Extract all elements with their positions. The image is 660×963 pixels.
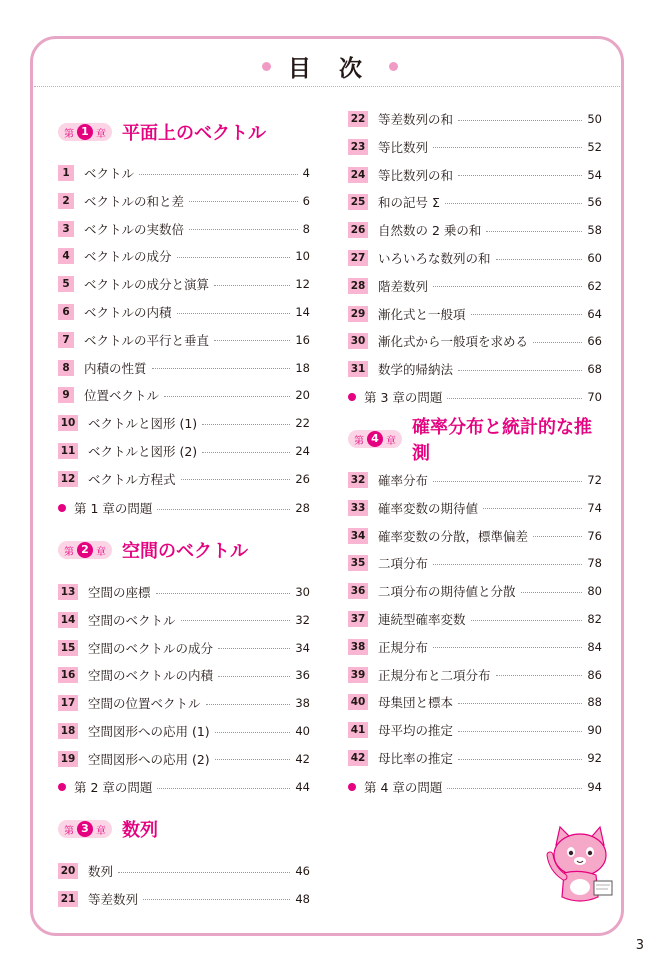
page-ref: 14 — [295, 305, 310, 319]
section-number-badge: 24 — [348, 167, 368, 183]
section-number-badge: 26 — [348, 222, 368, 238]
section-title: 正規分布と二項分布 — [378, 667, 491, 683]
section-title: ベクトルの内積 — [84, 305, 172, 320]
page-ref: 68 — [587, 362, 602, 377]
section-title: 内積の性質 — [84, 360, 147, 376]
section-number-badge: 40 — [348, 694, 368, 710]
leader-dots — [157, 509, 290, 510]
page-ref: 24 — [295, 444, 310, 458]
section-number-badge: 3 — [58, 221, 74, 237]
page-ref: 82 — [587, 612, 602, 626]
section-title: ベクトル方程式 — [88, 471, 176, 487]
section-number-badge: 7 — [58, 332, 74, 348]
section-title: 確率分布 — [378, 473, 429, 488]
page-ref: 86 — [587, 667, 602, 682]
leader-dots — [496, 675, 583, 676]
toc-entry[interactable] — [348, 582, 602, 600]
leader-dots — [156, 593, 291, 594]
section-number-badge: 22 — [348, 111, 368, 127]
toc-entry[interactable] — [58, 192, 310, 210]
page-number: 3 — [635, 938, 644, 953]
pink-cat-mascot-icon — [538, 825, 618, 907]
leader-dots — [483, 508, 582, 509]
page-ref: 4 — [302, 166, 310, 180]
page-ref: 8 — [302, 221, 310, 236]
leader-dots — [458, 175, 582, 176]
chapter-title: 空間のベクトル — [122, 541, 248, 562]
chapter-badge — [348, 430, 402, 448]
toc-entry[interactable] — [348, 471, 602, 489]
section-title: 等差数列の和 — [378, 112, 454, 127]
toc-entry[interactable] — [348, 638, 602, 656]
section-number-badge: 27 — [348, 250, 368, 266]
toc-entry[interactable] — [58, 247, 310, 265]
leader-dots — [445, 203, 582, 204]
page-ref: 52 — [587, 139, 602, 154]
page-ref: 6 — [302, 193, 310, 208]
section-number-badge: 14 — [58, 612, 78, 628]
section-number-badge: 2 — [58, 193, 74, 209]
leader-dots — [433, 481, 582, 482]
page-ref: 26 — [295, 471, 310, 486]
section-title: ベクトルの実数倍 — [84, 221, 185, 237]
page-ref: 32 — [295, 612, 310, 627]
toc-entry[interactable] — [58, 331, 310, 349]
page-ref: 56 — [587, 195, 602, 210]
toc-entry[interactable] — [348, 749, 602, 767]
chapter-number: 2 — [77, 542, 93, 558]
page-ref: 46 — [295, 864, 310, 878]
chapter-heading-3[interactable] — [58, 816, 158, 842]
section-title: 確率変数の分散，標準偏差 — [378, 528, 529, 544]
title-divider — [34, 86, 622, 87]
leader-dots — [433, 286, 582, 287]
page-ref: 78 — [587, 556, 602, 571]
toc-entry[interactable] — [348, 277, 602, 295]
toc-entry[interactable] — [348, 610, 602, 628]
section-title: 漸化式から一般項を求める — [378, 334, 529, 350]
bullet-dot-icon — [348, 393, 356, 401]
toc-entry[interactable] — [58, 275, 310, 293]
leader-dots — [433, 147, 582, 148]
toc-entry[interactable] — [348, 721, 602, 739]
leader-dots — [471, 314, 583, 315]
page-ref: 16 — [295, 332, 310, 347]
section-number-badge: 13 — [58, 584, 78, 600]
leader-dots — [447, 788, 582, 789]
leader-dots — [215, 732, 291, 733]
page-ref: 94 — [587, 780, 602, 794]
page-ref: 12 — [295, 277, 310, 292]
toc-entry[interactable] — [348, 332, 602, 350]
leader-dots — [215, 759, 291, 760]
page-title: 目 次 — [287, 56, 372, 82]
toc-entry[interactable] — [348, 221, 602, 239]
chapter-badge — [58, 541, 112, 559]
section-number-badge: 19 — [58, 751, 78, 767]
review-title: 第 4 章の問題 — [364, 780, 443, 795]
toc-entry[interactable] — [348, 554, 602, 572]
page-ref: 76 — [587, 528, 602, 543]
leader-dots — [218, 676, 290, 677]
section-number-badge: 15 — [58, 640, 78, 656]
section-number-badge: 5 — [58, 276, 74, 292]
review-title: 第 1 章の問題 — [74, 501, 153, 516]
leader-dots — [458, 759, 582, 760]
page-ref: 42 — [295, 751, 310, 766]
section-title: 漸化式と一般項 — [378, 306, 466, 322]
section-title: 空間の位置ベクトル — [88, 696, 201, 712]
page-ref: 88 — [587, 695, 602, 710]
section-title: 数列 — [88, 864, 114, 879]
leader-dots — [458, 703, 582, 704]
section-number-badge: 1 — [58, 165, 74, 181]
section-number-badge: 11 — [58, 443, 78, 459]
chapter-prefix: 第 — [64, 825, 74, 837]
leader-dots — [433, 564, 582, 565]
section-number-badge: 41 — [348, 722, 368, 738]
section-number-badge: 35 — [348, 555, 368, 571]
section-number-badge: 16 — [58, 667, 78, 683]
section-number-badge: 21 — [58, 891, 78, 907]
page-ref: 72 — [587, 473, 602, 487]
leader-dots — [202, 452, 290, 453]
toc-entry[interactable] — [348, 193, 602, 211]
section-title: 位置ベクトル — [84, 388, 160, 404]
page-ref: 48 — [295, 891, 310, 906]
section-title: 空間のベクトルの成分 — [88, 640, 214, 656]
page-ref: 20 — [295, 388, 310, 403]
toc-entry[interactable] — [58, 583, 310, 601]
chapter-suffix: 章 — [96, 546, 106, 558]
leader-dots — [533, 536, 582, 537]
toc-entry[interactable] — [58, 666, 310, 684]
chapter-prefix: 第 — [354, 435, 364, 447]
leader-dots — [206, 704, 291, 705]
toc-entry[interactable] — [58, 414, 310, 432]
leader-dots — [181, 620, 291, 621]
section-number-badge: 17 — [58, 695, 78, 711]
section-number-badge: 8 — [58, 360, 74, 376]
page-ref: 50 — [587, 112, 602, 126]
chapter-title: 数列 — [122, 820, 158, 841]
section-number-badge: 31 — [348, 361, 368, 377]
leader-dots — [214, 340, 290, 341]
section-number-badge: 33 — [348, 500, 368, 516]
chapter-heading-4[interactable] — [348, 417, 602, 464]
chapter-prefix: 第 — [64, 128, 74, 140]
toc-entry[interactable] — [348, 360, 602, 378]
toc-entry[interactable] — [58, 862, 310, 880]
section-number-badge: 6 — [58, 304, 74, 320]
toc-entry[interactable] — [348, 305, 602, 323]
section-title: ベクトル — [84, 166, 135, 181]
toc-entry[interactable] — [58, 694, 310, 712]
toc-entry[interactable] — [58, 303, 310, 321]
section-title: ベクトルの和と差 — [84, 193, 185, 209]
section-title: 確率変数の期待値 — [378, 500, 479, 516]
leader-dots — [139, 174, 298, 175]
section-title: 連続型確率変数 — [378, 612, 466, 627]
leader-dots — [118, 872, 290, 873]
leader-dots — [177, 257, 291, 258]
toc-entry[interactable] — [58, 722, 310, 740]
section-number-badge: 20 — [58, 863, 78, 879]
page-ref: 62 — [587, 278, 602, 293]
leader-dots — [458, 731, 582, 732]
review-title: 第 3 章の問題 — [364, 390, 443, 405]
leader-dots — [164, 396, 290, 397]
page-ref: 44 — [295, 780, 310, 794]
section-title: いろいろな数列の和 — [378, 251, 491, 266]
toc-entry[interactable] — [348, 527, 602, 545]
leader-dots — [202, 424, 290, 425]
leader-dots — [143, 899, 290, 900]
section-number-badge: 30 — [348, 333, 368, 349]
toc-entry[interactable] — [348, 249, 602, 267]
page-ref: 38 — [295, 696, 310, 711]
section-number-badge: 10 — [58, 415, 78, 431]
toc-entry[interactable] — [348, 499, 602, 517]
section-title: 等差数列 — [88, 891, 139, 907]
toc-entry[interactable] — [348, 166, 602, 184]
bullet-dot-icon — [58, 504, 66, 512]
toc-entry[interactable] — [58, 470, 310, 488]
toc-entry[interactable] — [58, 220, 310, 238]
page-ref: 36 — [295, 668, 310, 683]
section-number-badge: 42 — [348, 750, 368, 766]
leader-dots — [433, 647, 582, 648]
leader-dots — [521, 592, 583, 593]
section-title: 二項分布の期待値と分散 — [378, 584, 516, 600]
page-ref: 18 — [295, 360, 310, 375]
section-title: ベクトルの成分と演算 — [84, 277, 210, 293]
toc-entry[interactable] — [58, 611, 310, 629]
section-number-badge: 39 — [348, 667, 368, 683]
toc-entry[interactable] — [348, 110, 602, 128]
toc-entry[interactable] — [58, 386, 310, 404]
section-number-badge: 25 — [348, 194, 368, 210]
page-ref: 10 — [295, 249, 310, 264]
section-number-badge: 34 — [348, 528, 368, 544]
toc-entry[interactable] — [58, 164, 310, 182]
toc-entry[interactable] — [348, 693, 602, 711]
section-number-badge: 12 — [58, 471, 78, 487]
section-number-badge: 37 — [348, 611, 368, 627]
section-title: 母平均の推定 — [378, 723, 454, 739]
page-ref: 54 — [587, 167, 602, 182]
section-title: 和の記号 Σ — [378, 195, 440, 211]
chapter-number: 1 — [77, 124, 93, 140]
page-ref: 74 — [587, 500, 602, 515]
page-ref: 34 — [295, 640, 310, 655]
toc-title-bar — [0, 50, 660, 84]
section-title: 空間のベクトルの内積 — [88, 668, 214, 684]
page-ref: 64 — [587, 306, 602, 321]
title-dot-left-icon — [262, 62, 271, 71]
section-title: ベクトルと図形 (2) — [88, 444, 198, 459]
section-title: ベクトルの平行と垂直 — [84, 332, 210, 348]
section-number-badge: 36 — [348, 583, 368, 599]
section-title: 等比数列 — [378, 139, 429, 155]
section-title: 階差数列 — [378, 278, 429, 294]
chapter-number: 3 — [77, 821, 93, 837]
page-ref: 70 — [587, 390, 602, 404]
chapter-review-entry[interactable] — [348, 778, 602, 796]
toc-entry[interactable] — [348, 666, 602, 684]
chapter-review-entry[interactable] — [58, 778, 310, 796]
toc-entry[interactable] — [348, 138, 602, 156]
section-title: 母比率の推定 — [378, 751, 454, 766]
leader-dots — [533, 342, 582, 343]
section-title: 等比数列の和 — [378, 167, 454, 183]
section-number-badge: 32 — [348, 472, 368, 488]
page-ref: 84 — [587, 639, 602, 654]
section-title: ベクトルと図形 (1) — [88, 416, 198, 432]
chapter-heading-2[interactable] — [58, 537, 248, 563]
section-title: ベクトルの成分 — [84, 249, 172, 265]
chapter-suffix: 章 — [96, 128, 106, 140]
chapter-title: 確率分布と統計的な推測 — [412, 417, 592, 464]
section-title: 数学的帰納法 — [378, 362, 454, 378]
section-title: 空間図形への応用 (2) — [88, 751, 210, 767]
leader-dots — [214, 285, 290, 286]
page-ref: 66 — [587, 334, 602, 349]
leader-dots — [189, 201, 298, 202]
chapter-number: 4 — [367, 431, 383, 447]
chapter-heading-1[interactable] — [58, 119, 266, 145]
section-number-badge: 28 — [348, 278, 368, 294]
leader-dots — [177, 313, 291, 314]
chapter-review-entry[interactable] — [348, 388, 602, 406]
title-dot-right-icon — [389, 62, 398, 71]
section-title: 自然数の 2 乗の和 — [378, 223, 482, 239]
section-number-badge: 4 — [58, 248, 74, 264]
toc-entry[interactable] — [58, 359, 310, 377]
leader-dots — [447, 398, 582, 399]
chapter-title: 平面上のベクトル — [122, 123, 266, 144]
chapter-badge — [58, 123, 112, 141]
bullet-dot-icon — [348, 783, 356, 791]
section-number-badge: 23 — [348, 139, 368, 155]
leader-dots — [496, 259, 583, 260]
bullet-dot-icon — [58, 783, 66, 791]
page-ref: 80 — [587, 584, 602, 599]
chapter-review-entry[interactable] — [58, 499, 310, 517]
page-ref: 28 — [295, 501, 310, 515]
section-title: 空間の座標 — [88, 585, 151, 600]
leader-dots — [486, 231, 582, 232]
leader-dots — [157, 788, 290, 789]
section-number-badge: 9 — [58, 387, 74, 403]
chapter-suffix: 章 — [96, 825, 106, 837]
section-number-badge: 38 — [348, 639, 368, 655]
section-title: 二項分布 — [378, 556, 429, 572]
page-ref: 92 — [587, 751, 602, 765]
section-number-badge: 18 — [58, 723, 78, 739]
section-title: 正規分布 — [378, 639, 429, 655]
leader-dots — [471, 620, 583, 621]
toc-entry[interactable] — [58, 750, 310, 768]
page-ref: 22 — [295, 416, 310, 431]
leader-dots — [218, 648, 290, 649]
page-ref: 60 — [587, 251, 602, 265]
section-number-badge: 29 — [348, 306, 368, 322]
leader-dots — [458, 370, 582, 371]
chapter-prefix: 第 — [64, 546, 74, 558]
leader-dots — [152, 368, 291, 369]
page-ref: 40 — [295, 724, 310, 738]
section-title: 空間のベクトル — [88, 612, 176, 628]
toc-entry[interactable] — [58, 442, 310, 460]
chapter-badge — [58, 820, 112, 838]
toc-entry[interactable] — [58, 890, 310, 908]
leader-dots — [189, 229, 298, 230]
page-ref: 30 — [295, 585, 310, 599]
page-ref: 90 — [587, 723, 602, 738]
leader-dots — [458, 120, 582, 121]
chapter-suffix: 章 — [386, 435, 396, 447]
section-title: 母集団と標本 — [378, 695, 454, 711]
page-ref: 58 — [587, 223, 602, 238]
section-title: 空間図形への応用 (1) — [88, 724, 210, 739]
review-title: 第 2 章の問題 — [74, 780, 153, 795]
toc-entry[interactable] — [58, 639, 310, 657]
leader-dots — [181, 479, 291, 480]
